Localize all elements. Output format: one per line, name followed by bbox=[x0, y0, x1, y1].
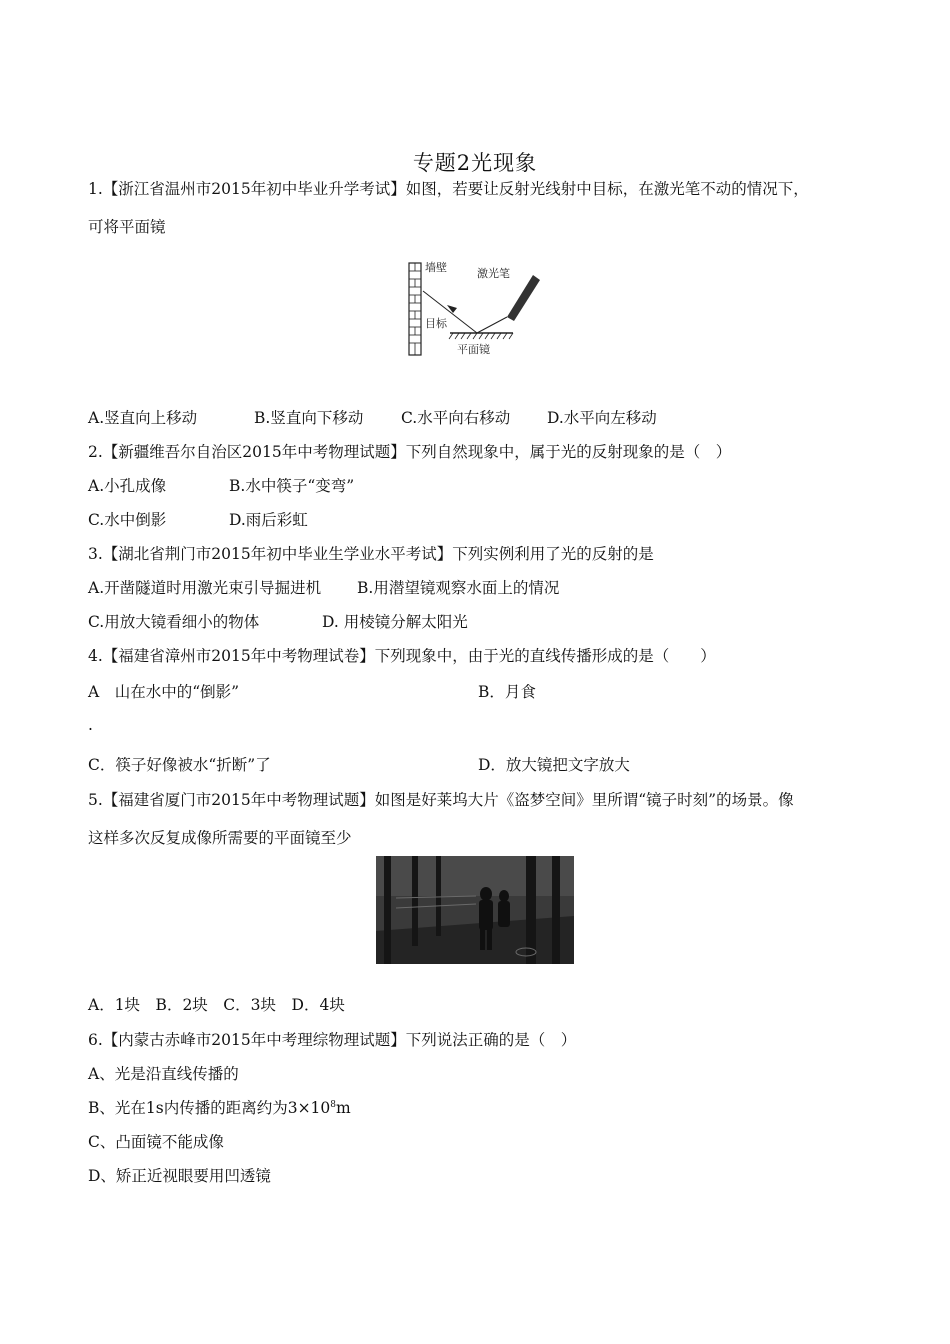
q6-option-b-exponent: 8 bbox=[330, 1099, 337, 1110]
q1-stem-line1: 1.【浙江省温州市2015年初中毕业升学考试】如图，若要让反射光线射中目标，在激光笔不动的情况下， bbox=[88, 180, 809, 198]
page-title: 专题2光现象 bbox=[412, 151, 538, 175]
q2-option-b: B.水中筷子“变弯” bbox=[229, 477, 355, 495]
q6-option-b-unit: m bbox=[336, 1099, 351, 1117]
q3-option-b: B.用潜望镜观察水面上的情况 bbox=[357, 579, 560, 597]
laser-mirror-diagram bbox=[395, 255, 555, 370]
wall-label: 墙壁 bbox=[425, 261, 447, 274]
q4-stray-dot: . bbox=[88, 716, 93, 734]
laser-label: 激光笔 bbox=[477, 267, 510, 280]
q6-option-b-text: B、光在1s内传播的距离约为3×10 bbox=[88, 1099, 331, 1117]
q6-stem: 6.【内蒙古赤峰市2015年中考理综物理试题】下列说法正确的是（ ） bbox=[88, 1031, 577, 1049]
q4-option-d: D．放大镜把文字放大 bbox=[478, 756, 630, 774]
inception-mirror-photo bbox=[376, 856, 574, 964]
q1-option-b: B.竖直向下移动 bbox=[254, 409, 364, 427]
q1-option-c: C.水平向右移动 bbox=[401, 409, 511, 427]
q3-option-c: C.用放大镜看细小的物体 bbox=[88, 613, 260, 631]
q4-option-b: B．月食 bbox=[478, 683, 536, 701]
q4-option-a: A 山在水中的“倒影” bbox=[88, 683, 240, 701]
q3-option-a: A.开凿隧道时用激光束引导掘进机 bbox=[88, 579, 322, 597]
q5-stem-line2: 这样多次反复成像所需要的平面镜至少 bbox=[88, 829, 352, 847]
q2-option-d: D.雨后彩虹 bbox=[229, 511, 308, 529]
q4-option-c: C．筷子好像被水“折断”了 bbox=[88, 756, 271, 774]
q3-stem: 3.【湖北省荆门市2015年初中毕业生学业水平考试】下列实例利用了光的反射的是 bbox=[88, 545, 654, 563]
q1-stem-line2: 可将平面镜 bbox=[88, 218, 166, 236]
q1-option-a: A.竖直向上移动 bbox=[88, 409, 198, 427]
q5-stem-line1: 5.【福建省厦门市2015年中考物理试题】如图是好莱坞大片《盗梦空间》里所谓“镜子时刻”的场景。像 bbox=[88, 791, 794, 809]
q5-options: A．1块 B．2块 C．3块 D．4块 bbox=[88, 996, 345, 1014]
q3-option-d: D. 用棱镜分解太阳光 bbox=[322, 613, 468, 631]
q6-option-c: C、凸面镜不能成像 bbox=[88, 1133, 224, 1151]
q2-stem: 2.【新疆维吾尔自治区2015年中考物理试题】下列自然现象中，属于光的反射现象的是（ ） bbox=[88, 443, 732, 461]
q6-option-a: A、光是沿直线传播的 bbox=[88, 1065, 239, 1083]
q2-option-c: C.水中倒影 bbox=[88, 511, 167, 529]
q6-option-b bbox=[88, 1096, 351, 1118]
q1-option-d: D.水平向左移动 bbox=[547, 409, 657, 427]
mirror-label: 平面镜 bbox=[457, 343, 490, 356]
target-label: 目标 bbox=[425, 317, 447, 330]
q2-option-a: A.小孔成像 bbox=[88, 477, 167, 495]
q4-stem: 4.【福建省漳州市2015年中考物理试卷】下列现象中，由于光的直线传播形成的是（ ） bbox=[88, 647, 716, 665]
q6-option-d: D、矫正近视眼要用凹透镜 bbox=[88, 1167, 271, 1185]
